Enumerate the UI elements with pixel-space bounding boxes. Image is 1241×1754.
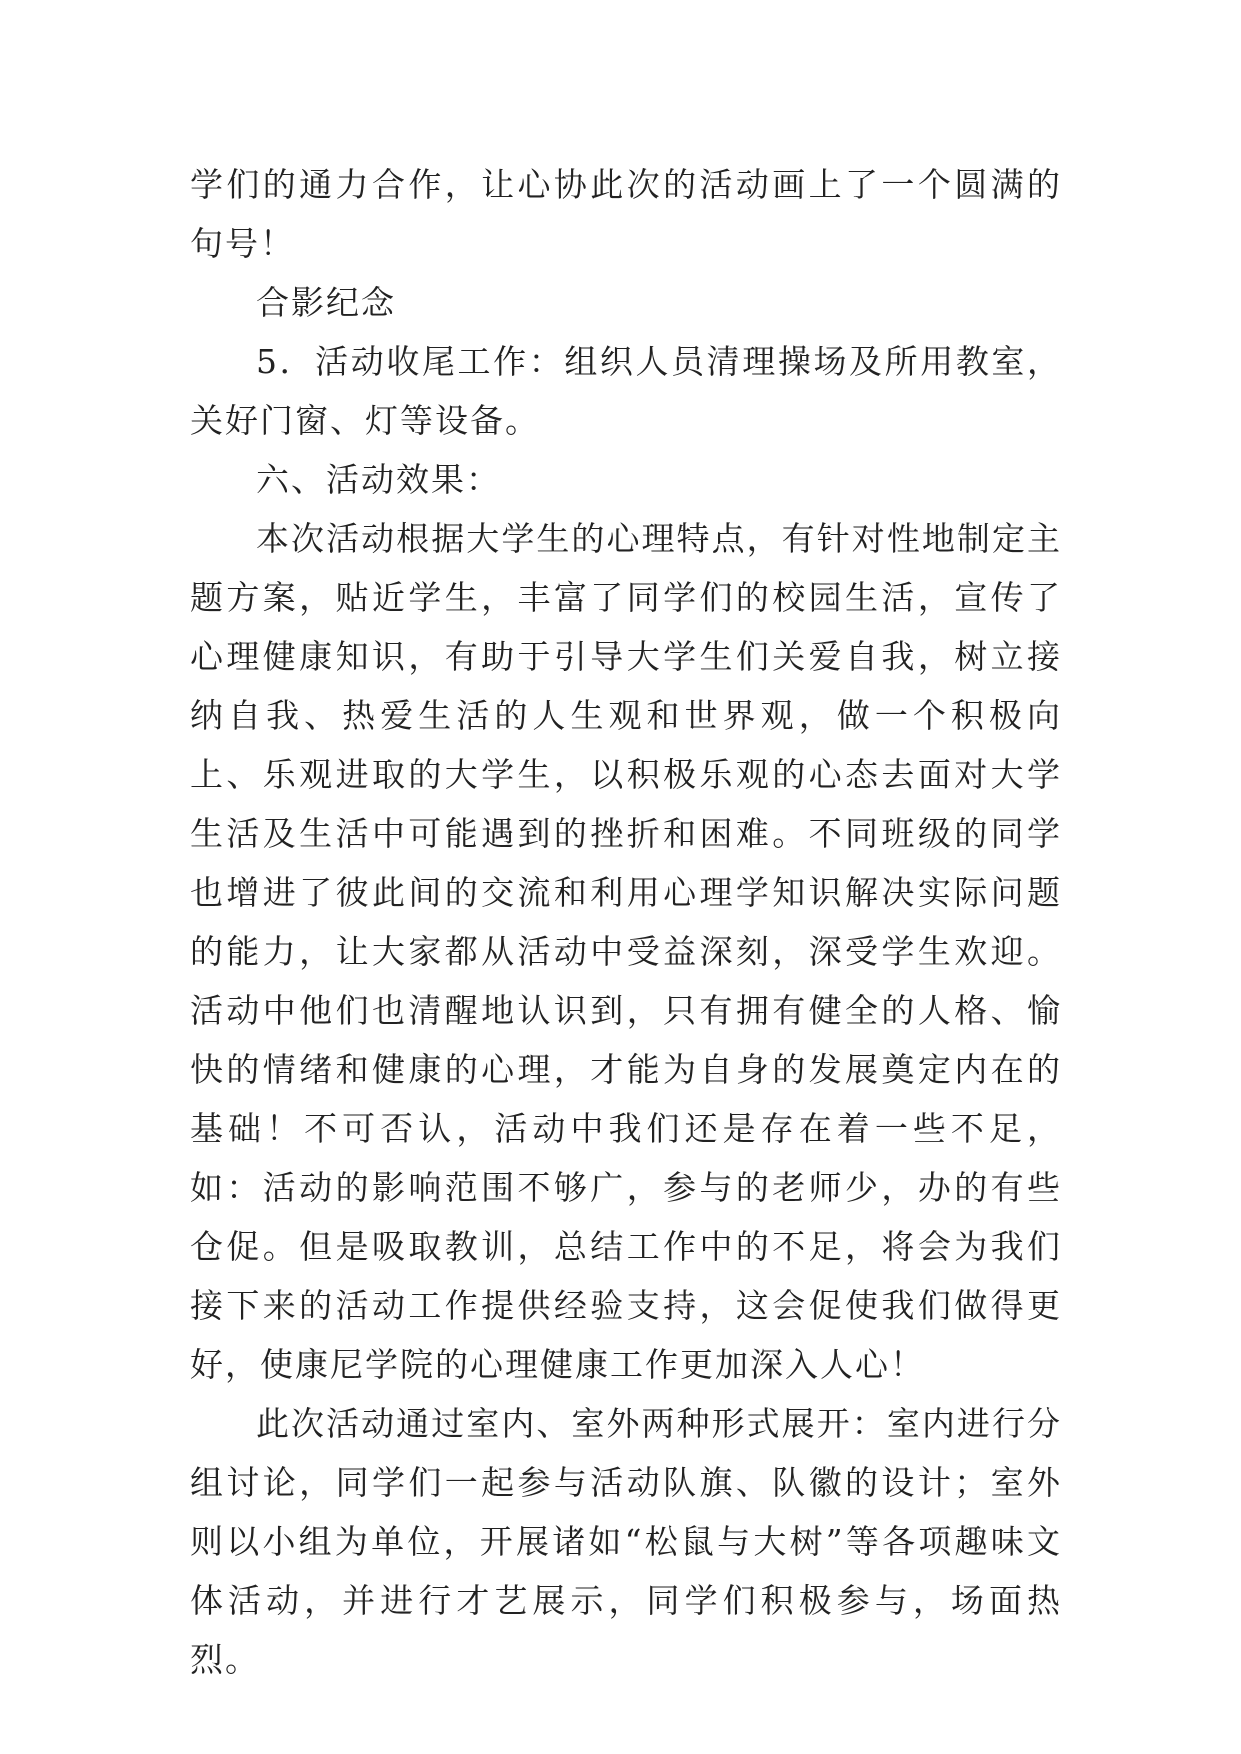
paragraph-photo-caption: 合影纪念 bbox=[256, 283, 396, 322]
paragraph-activity-format: 此次活动通过室内、室外两种形式展开：室内进行分组讨论，同学们一起参与活动队旗、队徽的设计；室外则以小组为单位，开展诸如“松鼠与大树”等各项趣味文体活动，并进行才艺展示，同学们积极参与，场面热烈。 bbox=[190, 1404, 1062, 1679]
paragraph-wrap-up-work: 5．活动收尾工作：组织人员清理操场及所用教室，关好门窗、灯等设备。 bbox=[190, 342, 1062, 440]
section-heading-effects: 六、活动效果： bbox=[256, 460, 501, 499]
paragraph-effects: 本次活动根据大学生的心理特点，有针对性地制定主题方案，贴近学生，丰富了同学们的校园生活，宣传了心理健康知识，有助于引导大学生们关爱自我，树立接纳自我、热爱生活的人生观和世界观，做一个积极向上、乐观进取的大学生，以积极乐观的心态去面对大学生活及生活中可能遇到的挫折和困难。不同班级的同学也增进了彼此间的交流和利用心理学知识解决实际问题的能力，让大家都从活动中受益深刻，深受学生欢迎。活动中他们也清醒地认识到，只有拥有健全的人格、愉快的情绪和健康的心理，才能为自身的发展奠定内在的基础！不可否认，活动中我们还是存在着一些不足，如：活动的影响范围不够广，参与的老师少，办的有些仓促。但是吸取教训，总结工作中的不足，将会为我们接下来的活动工作提供经验支持，这会促使我们做得更好，使康尼学院的心理健康工作更加深入人心！ bbox=[190, 519, 1062, 1384]
document-body bbox=[190, 155, 1062, 1689]
paragraph-continuation: 学们的通力合作，让心协此次的活动画上了一个圆满的句号！ bbox=[190, 165, 1062, 263]
